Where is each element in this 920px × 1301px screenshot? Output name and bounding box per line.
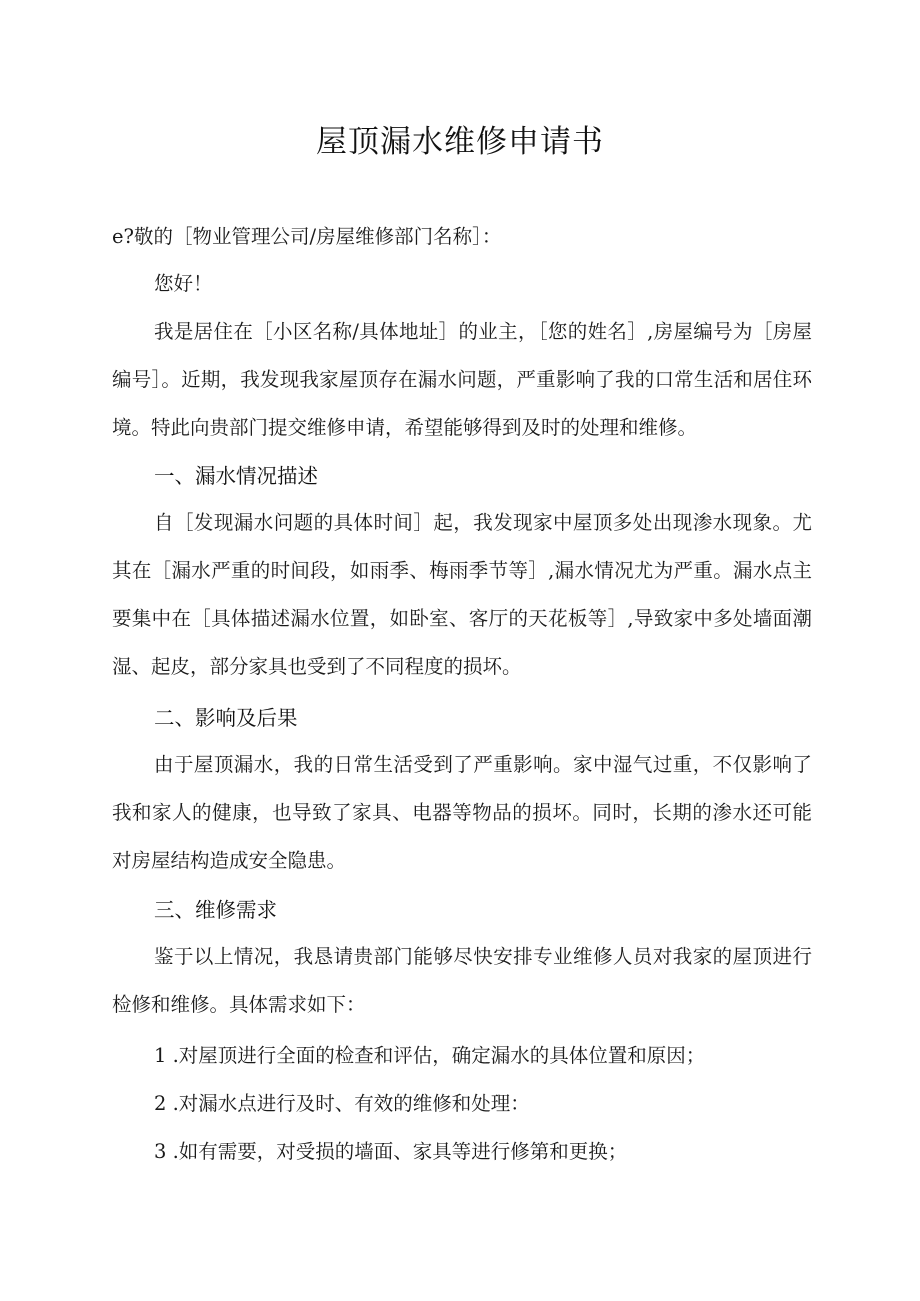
requirement-item-3: 3 .如有需要，对受损的墙面、家具等进行修第和更换； xyxy=(154,1140,628,1163)
section-heading-repair-needs: 三、维修需求 xyxy=(154,898,277,922)
greeting: 您好！ xyxy=(154,272,213,295)
requirement-item-2: 2 .对漏水点进行及时、有效的维修和处理： xyxy=(154,1092,530,1115)
section-heading-leak-description: 一、漏水情况描述 xyxy=(154,464,318,488)
section-heading-impact: 二、影响及后果 xyxy=(154,706,298,730)
intro-paragraph: 我是居住在［小区名称/具体地址］的业主，［您的姓名］,房屋编号为［房屋编号］。近期，我发现我家屋顶存在漏水问题，严重影响了我的口常生活和居住环境。特此向贵部门提交维修申请，希望能够得到及时的处理和维修。 xyxy=(112,320,812,439)
salutation: e?敬的［物业管理公司/房屋维修部门名称］： xyxy=(112,225,502,248)
section-body-impact: 由于屋顶漏水，我的日常生活受到了严重影响。家中湿气过重，不仅影响了我和家人的健康，也导致了家具、电器等物品的损坏。同时，长期的渗水还可能对房屋结构造成安全隐患。 xyxy=(112,753,812,872)
document-title: 屋顶漏水维修申请书 xyxy=(316,124,604,160)
section-body-repair-needs: 鉴于以上情况，我恳请贵部门能够尽快安排专业维修人员对我家的屋顶进行检修和维修。具体需求如下： xyxy=(112,945,812,1016)
requirement-item-1: 1 .对屋顶进行全面的检查和评估，确定漏水的具体位置和原因； xyxy=(154,1044,706,1067)
section-body-leak-description: 自［发现漏水问题的具体时间］起，我发现家中屋顶多处出现渗水现象。尤其在［漏水严重的时间段，如雨季、梅雨季节等］,漏水情况尤为严重。漏水点主要集中在［具体描述漏水位置，如卧室、客厅的天花板等］,导致家中多处墙面潮湿、起皮，部分家具也受到了不同程度的损坏。 xyxy=(112,511,812,678)
